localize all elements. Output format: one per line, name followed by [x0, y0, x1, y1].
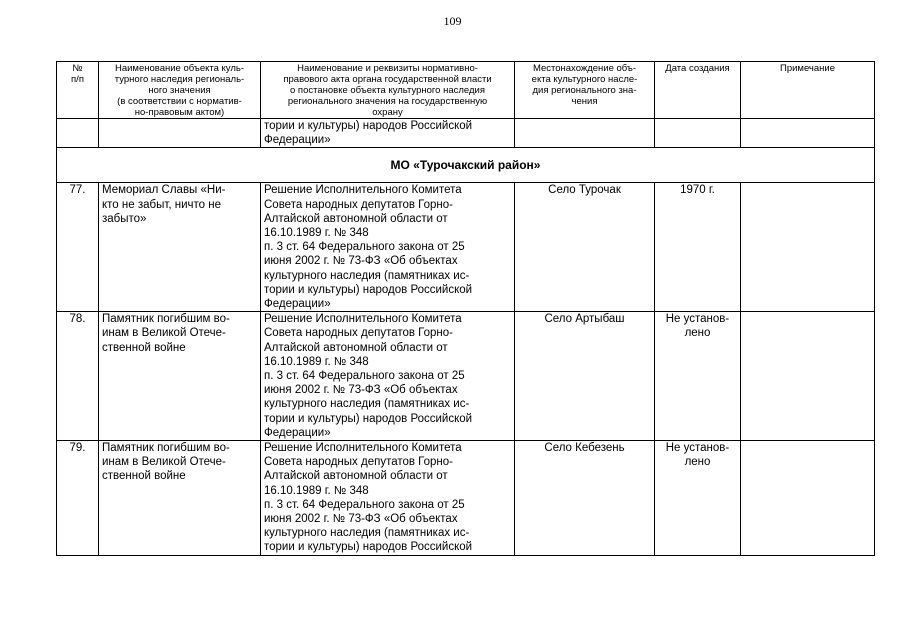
row-date: 1970 г.: [655, 183, 741, 312]
row-name: Памятник погибшим во- инам в Великой Отече- ственной войне: [99, 441, 261, 556]
continuation-note: [741, 119, 875, 148]
continuation-act: тории и культуры) народов Российской Федерации»: [261, 119, 515, 148]
section-row: [57, 148, 875, 183]
row-act: Решение Исполнительного Комитета Совета народных депутатов Горно- Алтайской автономной области от 16.10.1989 г. № 348 п. 3 ст. 64 Федерального закона от 25 июня 2002 г. № 73-ФЗ «Об объектах культурного наследия (памятниках ис- тории и культуры) народов Российской Федерации»: [261, 312, 515, 441]
row-location: Село Артыбаш: [515, 312, 655, 441]
header-location: Местонахождение объ- екта культурного насле- дия регионального зна- чения: [515, 62, 655, 119]
header-name: Наименование объекта куль- турного наследия региональ- ного значения (в соответствии с норматив- но-правовым актом): [99, 62, 261, 119]
table-row: [57, 441, 875, 556]
continuation-location: [515, 119, 655, 148]
row-note: [741, 312, 875, 441]
row-act: Решение Исполнительного Комитета Совета народных депутатов Горно- Алтайской автономной области от 16.10.1989 г. № 348 п. 3 ст. 64 Федерального закона от 25 июня 2002 г. № 73-ФЗ «Об объектах культурного наследия (памятниках ис- тории и культуры) народов Российской: [261, 441, 515, 556]
row-date: Не установ- лено: [655, 312, 741, 441]
continuation-num: [57, 119, 99, 148]
table-header-row: [57, 62, 875, 119]
heritage-table: [56, 61, 875, 556]
continuation-date: [655, 119, 741, 148]
table-row: [57, 312, 875, 441]
row-num: 78.: [57, 312, 99, 441]
section-title: МО «Турочакский район»: [57, 148, 875, 183]
header-num: № п/п: [57, 62, 99, 119]
row-location: Село Кебезень: [515, 441, 655, 556]
row-name: Мемориал Славы «Ни- кто не забыт, ничто не забыто»: [99, 183, 261, 312]
row-note: [741, 441, 875, 556]
row-date: Не установ- лено: [655, 441, 741, 556]
continuation-row: [57, 119, 875, 148]
row-note: [741, 183, 875, 312]
row-location: Село Турочак: [515, 183, 655, 312]
header-note: Примечание: [741, 62, 875, 119]
row-act: Решение Исполнительного Комитета Совета народных депутатов Горно- Алтайской автономной области от 16.10.1989 г. № 348 п. 3 ст. 64 Федерального закона от 25 июня 2002 г. № 73-ФЗ «Об объектах культурного наследия (памятниках ис- тории и культуры) народов Российской Федерации»: [261, 183, 515, 312]
header-act: Наименование и реквизиты нормативно- правового акта органа государственной власти о постановке объекта культурного наследия регионального значения на государственную охрану: [261, 62, 515, 119]
continuation-name: [99, 119, 261, 148]
page-number: 109: [443, 14, 462, 28]
row-num: 77.: [57, 183, 99, 312]
table-row: [57, 183, 875, 312]
row-num: 79.: [57, 441, 99, 556]
header-date: Дата создания: [655, 62, 741, 119]
row-name: Памятник погибшим во- инам в Великой Отече- ственной войне: [99, 312, 261, 441]
